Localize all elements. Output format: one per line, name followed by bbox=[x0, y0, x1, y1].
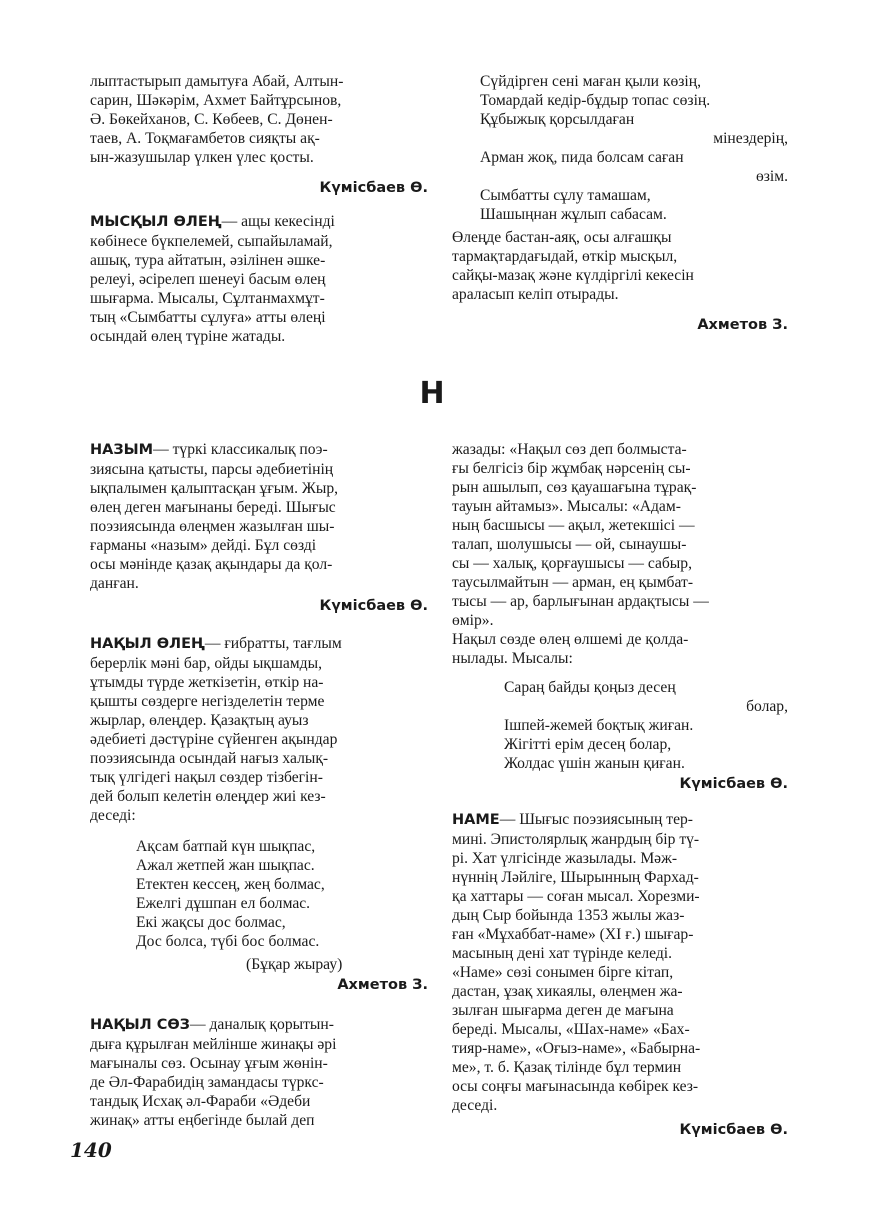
text-line: Нақыл сөзде өлең өлшемі де қолда- bbox=[452, 631, 689, 648]
text-line: қа хаттары — соған мысал. Хорезми- bbox=[452, 888, 700, 905]
text-line: дей болып келетін өлеңдер жиі кез- bbox=[90, 788, 326, 805]
verse-line: Екі жақсы дос болмас, bbox=[136, 914, 286, 931]
verse-line: Етектен кессең, жең болмас, bbox=[136, 876, 325, 893]
text-line: тауын айтамыз». Мысалы: «Адам- bbox=[452, 498, 681, 515]
text-line: данған. bbox=[90, 575, 139, 592]
text-line: таев, А. Тоқмағамбетов сияқты ақ- bbox=[90, 130, 320, 147]
text-line: мағыналы сөз. Осынау ұғым жөнін- bbox=[90, 1055, 328, 1072]
text-line: осы мәнінде қазақ ақындары да қол- bbox=[90, 556, 333, 573]
entry-heading-line bbox=[90, 634, 428, 654]
text-line: ашық, тура айтатын, әзілінен әшке- bbox=[90, 252, 326, 269]
text-line: тық үлгідегі нақыл сөздер тізбегін- bbox=[90, 769, 323, 786]
entry-heading-line bbox=[90, 212, 428, 232]
paragraph bbox=[452, 228, 788, 304]
verse-line: Сараң байды қоңыз десең bbox=[504, 679, 676, 696]
text-line: нылады. Мысалы: bbox=[452, 650, 573, 667]
text-line: сы — халық, қорғаушысы — сабыр, bbox=[452, 555, 692, 572]
text-line: ме», т. б. Қазақ тілінде бұл термин bbox=[452, 1059, 682, 1076]
author-signature: Күмісбаев Ө. bbox=[319, 598, 428, 614]
text-line: ұтымды түрде жеткізетін, өткір на- bbox=[90, 674, 324, 691]
verse-line: Сымбатты сұлу тамашам, bbox=[480, 187, 651, 204]
text-line: осындай өлең түріне жатады. bbox=[90, 328, 286, 345]
text-line: өмір». bbox=[452, 612, 494, 629]
text-line: таусылмайтын — арман, ең қымбат- bbox=[452, 574, 694, 591]
verse-line: Сүйдірген сені маған қыли көзің, bbox=[480, 73, 702, 90]
text-line: жинақ» атты еңбегінде былай деп bbox=[90, 1112, 315, 1129]
verse-line: болар, bbox=[746, 698, 788, 715]
text-line: — түркі классикалық поэ- bbox=[153, 441, 328, 458]
verse-line: Ежелгі дұшпан ел болмас. bbox=[136, 895, 311, 912]
verse-line: Жолдас үшін жанын қиған. bbox=[504, 755, 685, 772]
entry-term: НАЗЫМ bbox=[90, 442, 154, 458]
text-line: тысы — ар, барлығынан ардақтысы — bbox=[452, 593, 709, 610]
text-line: поэзиясында осындай нағыз халық- bbox=[90, 750, 329, 767]
verse-line: Ажал жетпей жан шықпас. bbox=[136, 857, 315, 874]
left-column bbox=[90, 440, 428, 1130]
text-line: талап, шолушысы — ой, сынаушы- bbox=[452, 536, 687, 553]
text-line: «Наме» сөзі сонымен бірге кітап, bbox=[452, 964, 674, 981]
text-line: тияр-наме», «Оғыз-наме», «Бабырна- bbox=[452, 1040, 701, 1057]
verse-author: (Бұқар жырау) bbox=[246, 956, 343, 973]
text-line: рі. Хат үлгісінде жазылады. Мәж- bbox=[452, 850, 678, 867]
entry-heading-line bbox=[452, 810, 788, 830]
author-signature: Ахметов З. bbox=[337, 977, 428, 993]
text-line: ын-жазушылар үлкен үлес қосты. bbox=[90, 149, 314, 166]
text-line: береді. Мысалы, «Шах-наме» «Бах- bbox=[452, 1021, 690, 1038]
text-line: жырлар, өлеңдер. Қазақтың ауыз bbox=[90, 712, 309, 729]
verse-line: Арман жоқ, пида болсам саған bbox=[480, 149, 684, 166]
entry-heading-line bbox=[90, 440, 428, 460]
poem bbox=[452, 72, 788, 224]
text-line: тандық Исхақ әл-Фараби «Әдеби bbox=[90, 1093, 311, 1110]
top-right-column bbox=[452, 72, 788, 335]
text-line: өлең деген мағынаны береді. Шығыс bbox=[90, 499, 336, 516]
entry-heading-line bbox=[90, 1015, 428, 1035]
text-line: сарин, Шәкәрім, Ахмет Байтұрсынов, bbox=[90, 92, 342, 109]
entry-term: НАҚЫЛ ӨЛЕҢ bbox=[90, 636, 205, 652]
verse-line: Ішпей-жемей боқтық жиған. bbox=[504, 717, 694, 734]
entry-term: НАМЕ bbox=[452, 812, 500, 828]
text-line: дастан, ұзақ хикаялы, өлеңмен жа- bbox=[452, 983, 683, 1000]
text-line: берерлік мәні бар, ойды ықшамды, bbox=[90, 655, 322, 672]
text-line: Ә. Бөкейханов, С. Көбеев, С. Дөнен- bbox=[90, 111, 333, 128]
author-signature: Күмісбаев Ө. bbox=[319, 180, 428, 196]
text-line: ғы белгісіз бір жұмбақ нәрсенің сы- bbox=[452, 460, 691, 477]
text-line: зылған шығарма деген де мағына bbox=[452, 1002, 674, 1019]
text-line: дыға құрылған мейлінше жинақы әрі bbox=[90, 1036, 337, 1053]
text-line: ның басшысы — ақыл, жетекшісі — bbox=[452, 517, 695, 534]
author-signature: Ахметов З. bbox=[697, 317, 788, 333]
verse-line: Құбыжық қорсылдаған bbox=[480, 111, 635, 128]
text-line: зиясына қатысты, парсы әдебиетінің bbox=[90, 461, 334, 478]
entry-term: МЫСҚЫЛ ӨЛЕҢ bbox=[90, 214, 222, 230]
section-letter: Н bbox=[419, 376, 445, 411]
text-line: де Әл-Фарабидің замандасы түркс- bbox=[90, 1074, 324, 1091]
author-signature: Күмісбаев Ө. bbox=[679, 776, 788, 792]
text-line: — Шығыс поэзиясының тер- bbox=[499, 811, 693, 828]
text-line: тың «Сымбатты сұлуға» атты өлеңі bbox=[90, 309, 326, 326]
text-line: ған «Мұхаббат-наме» (XI ғ.) шығар- bbox=[452, 926, 694, 943]
text-line: — ғибратты, тағлым bbox=[204, 635, 342, 652]
text-line: поэзиясында өлеңмен жазылған шы- bbox=[90, 518, 335, 535]
text-line: тармақтардағыдай, өткір мысқыл, bbox=[452, 248, 678, 265]
text-line: дың Сыр бойында 1353 жылы жаз- bbox=[452, 907, 685, 924]
text-line: сайқы-мазақ және күлдіргілі кекесін bbox=[452, 267, 694, 284]
author-signature: Күмісбаев Ө. bbox=[679, 1122, 788, 1138]
text-line: жазады: «Нақыл сөз деп болмыста- bbox=[452, 441, 687, 458]
text-line: лыптастырып дамытуға Абай, Алтын- bbox=[90, 73, 344, 90]
page-number: 140 bbox=[70, 1138, 112, 1162]
verse-line: мінездерің, bbox=[713, 130, 788, 147]
right-column bbox=[452, 440, 788, 1140]
verse-line: Жігітті ерім десең болар, bbox=[504, 736, 672, 753]
text-line: рын ашылып, сөз қауашағына тұрақ- bbox=[452, 479, 697, 496]
text-line: араласып келіп отырады. bbox=[452, 286, 619, 303]
poem bbox=[452, 678, 788, 773]
text-line: деседі: bbox=[90, 807, 136, 824]
text-line: ғарманы «назым» дейді. Бұл сөзді bbox=[90, 537, 317, 554]
verse-line: Шашыңнан жұлып сабасам. bbox=[480, 206, 667, 223]
text-line: масының дені хат түрінде келеді. bbox=[452, 945, 673, 962]
text-line: ықпалымен қалыптасқан ұғым. Жыр, bbox=[90, 480, 339, 497]
text-line: Өлеңде бастан-аяқ, осы алғашқы bbox=[452, 229, 672, 246]
verse-line: Томардай кедір-бұдыр топас сөзің. bbox=[480, 92, 711, 109]
entry-term: НАҚЫЛ СӨЗ bbox=[90, 1017, 190, 1033]
text-line: деседі. bbox=[452, 1097, 498, 1114]
verse-line: Ақсам батпай күн шықпас, bbox=[136, 838, 316, 855]
text-line: — ащы кекесінді bbox=[221, 213, 335, 230]
verse-line: өзім. bbox=[755, 168, 788, 185]
text-line: осы соңғы мағынасында көбірек кез- bbox=[452, 1078, 699, 1095]
text-line: релеуі, әсірелеп шенеуі басым өлең bbox=[90, 271, 326, 288]
text-line: әдебиеті дәстүріне сүйенген ақындар bbox=[90, 731, 338, 748]
text-line: — даналық қорытын- bbox=[189, 1016, 334, 1033]
poem bbox=[90, 837, 428, 951]
text-line: қышты сөздерге негізделетін терме bbox=[90, 693, 325, 710]
top-left-column bbox=[90, 72, 428, 346]
text-line: мині. Эпистолярлық жанрдың бір тү- bbox=[452, 831, 700, 848]
text-line: көбінесе бүкпелемей, сыпайыламай, bbox=[90, 233, 333, 250]
verse-line: Дос болса, түбі бос болмас. bbox=[136, 933, 320, 950]
text-line: шығарма. Мысалы, Сұлтанмахмұт- bbox=[90, 290, 325, 307]
text-line: нүннің Ләйліге, Шырынның Фархад- bbox=[452, 869, 699, 886]
